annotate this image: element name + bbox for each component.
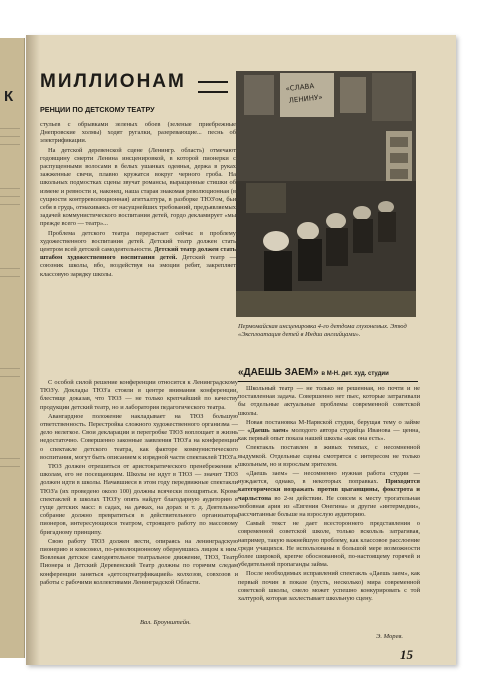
magazine-page <box>26 35 456 665</box>
paragraph: На детской деревенской сцене (Ленингр. область) отмечают годовщину смерти Ленина инсценировкой, в которой пионерки с распущенными волосами в белых ушанках одеянья, держа в руках зажженные свечи, плавно кружатся вокруг черного гроба. На школьных подмостках сцены звучат романсы, выращенные стишки об измене и ревности и, наконец, наша старая знакомая революционная (в сущности контрреволюционная) агитхалтура, в разборке ТЮЗ'ом, бьи себя в грудь, отмахиваясь от насущнейших требований, предъявляемых задачей коммунистического воспитания детей, гордо декламирует «мы прежде всего — театр»... <box>40 146 236 228</box>
bold-emphasis: Приходится категорически возражать против цыганщины, фокстрота и чарльстона <box>238 478 420 502</box>
paragraph: С особой силой решение конференции относится к Ленинградскому ТЮЗ'у. Доклады ТЮЗ'а стояли в центре внимания конференции, блестяще доказав, что ТЮЗ — не только крепчайший по качеству продукции детский театр, но и лаборатория педагогического театра. <box>40 379 238 411</box>
facing-page-edge <box>0 38 25 658</box>
article-column-top <box>40 121 236 371</box>
article-column-bottom <box>40 379 238 615</box>
page-subtitle: РЕНЦИИ ПО ДЕТСКОМУ ТЕАТРУ <box>40 105 155 114</box>
bold-emphasis: Детский театр должен стать штабом художественного воспитания детей. <box>40 246 236 262</box>
article2-headline: «ДАЕШЬ ЗАЕМ» в М-Н. дет. худ. студии <box>238 367 389 378</box>
paragraph: ТЮЗ должен отрешиться от аристократического пренебрежения к школам, его не посещающим. Школы не идут в ТЮЗ — значит ТЮЗ должен идти в школы. Начавшиеся в этом году передвижные спектакли ТЮЗ'а (их проведено около 100) должны всячески поощряться. Кроме спектаклей в школах ТЮЗ'у опять найдут благодарную аудиторию в гуще детских масс: в садах, на дачках, на дорах и т. д. Деятельное собрание должно превратиться в действительного организатора пионеров, интересующихся театром, строящего работу по массовому бригадному принципу. <box>40 463 238 536</box>
svg-text:«СЛАВА: «СЛАВА <box>285 82 315 94</box>
paragraph: стульев с обрывками зеленых обоев (зеленые приебрежные Днепровские холмы) ходят ругалки, разеревающие... песнь об электрификации. <box>40 121 236 145</box>
bold-emphasis: «Даешь заем» <box>247 427 289 435</box>
photo-caption: Пермомайская инсценировка 4-го детдома глухонемых. Этюд «Эксплоатация детей в Индии английцами». <box>238 323 407 339</box>
page-title: МИЛЛИОНАМ <box>40 71 186 92</box>
page-number: 15 <box>400 647 413 662</box>
facing-page-letter: К <box>4 88 14 105</box>
paragraph: «Даешь заем» — несомненно нужная работа студии — нуждается, однако, в некоторых поправках. Приходится категорически возражать против цыганщины, фокстрота и чарльстона во 2-м действии. Не совсем к месту трогательная любовная ария из «Евгения Онегина» и другие «интермедии», рассчитанные больше на взрослую аудиторию. <box>238 470 420 519</box>
stage-photo <box>236 71 416 317</box>
paragraph: Самый текст не дает всестороннего представления о современной советской школе, только вскользь затрагивая, например, такую важнейшую проблему, как классовое расслоение среди учащихся. Не использованы в большой мере возможности более широкой, крепче обоснованной, по-настоящему горячей и убедительной пропаганды займа. <box>238 520 420 569</box>
paragraph: Спектакль поставлен в живых темпах, с несомненной выдумкой. Отдельные сцены смотрятся с интересом не только школьным, но и взрослым зрителем. <box>238 444 420 468</box>
paragraph: После необходимых исправлений спектакль «Даешь заем», как первый почин в показе (пусть, несколько) мира современной советской школы, смело может успешно конкурировать с той халтурой, которая захлестывает школьную сцену. <box>238 570 420 603</box>
paragraph: Школьный театр — не только не решенная, но почти и не поставленная задача. Совершенно нет пьес, которые затрагивали бы отдельные актуальные проблемы современной советской школы. <box>238 385 420 417</box>
article2-column <box>238 385 420 629</box>
paragraph: Авангардное положение накладывает на ТЮЗ большую ответственность. Перестройка сложного художественного организма — дело нелегкое. Свои декларации и перегробке ТЮЗ воплощает в жизнь недостаточно. Совершенно законные заявления ТЮЗ'а на конференции о спектакле детского театра, как факторе коммунистического воспитания, могут быть описанием к изрядной части спектаклей ТЮЗ'а. <box>40 412 238 461</box>
paragraph: Проблема детского театра перерастает сейчас в проблему художественного воспитания детей. Детский театр должен стать центром всей детской самодеятельности. Детский театр должен стать штабом художественного воспитания детей. Детский театр — союзник школы, вбо, воздействуя на эмоции ребят, закрепляет классовую зарядку школы. <box>40 229 236 278</box>
paragraph: Новая постановка М-Нарвской студии, берущая тему о займе — «Даешь заем» молодого автора студийца Иванова — ценна, как первый опыт показа нашей школы «как она есть». <box>238 418 420 443</box>
paragraph: Свою работу ТЮЗ должен вести, опираясь на ленинградскую пионерию и комсомол, по-революционному обернувшись лицом к ним. Вовлекая детское самодеятельное театральное движение, ТЮЗ, Театр Пионера и Детский Деревенский Театр должны по горячим следам конференции заняться «детсоцтеатрфикацией» колхозов, совхозов и работы с рабочими коллективами Ленинградской Области. <box>40 537 238 586</box>
article2-tag: в М-Н. дет. худ. студии <box>321 371 389 377</box>
headline-rule <box>238 381 418 382</box>
svg-text:ЛЕНИНУ»: ЛЕНИНУ» <box>288 93 323 105</box>
title-rule <box>198 81 228 93</box>
author-signature: Вал. Броунштейн. <box>140 619 191 626</box>
author-signature: Э. Морев. <box>376 633 404 640</box>
